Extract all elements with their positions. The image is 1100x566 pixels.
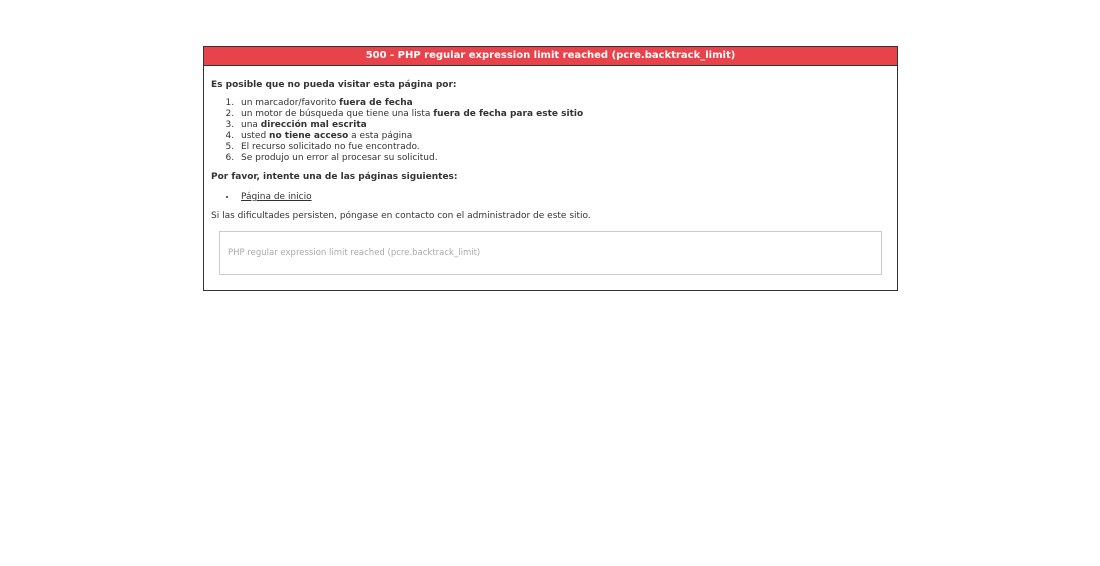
intro-text: Es posible que no pueda visitar esta página por: [211,80,457,90]
home-page-link[interactable]: Página de inicio [241,192,312,202]
persist-text: Si las dificultades persisten, póngase en contacto con el administrador de este sitio. [211,211,591,221]
reason-item: 6. Se produjo un error al procesar su solicitud. [237,153,890,164]
reason-item: 4. usted no tiene acceso a esta página [237,131,890,142]
link-item [237,192,890,203]
reason-item: 5. El recurso solicitado no fue encontrado. [237,142,890,153]
error-box [203,46,898,291]
reasons-list [211,98,890,164]
error-header: 500 - PHP regular expression limit reached (pcre.backtrack_limit) [204,47,897,66]
reason-item: 3. una dirección mal escrita [237,120,890,131]
links-list [211,192,890,203]
error-detail-box: PHP regular expression limit reached (pcre.backtrack_limit) [219,231,882,275]
reason-item: 2. un motor de búsqueda que tiene una lista fuera de fecha para este sitio [237,109,890,120]
reason-item: 1. un marcador/favorito fuera de fecha [237,98,890,109]
suggest-text: Por favor, intente una de las páginas siguientes: [211,172,458,182]
error-body [204,66,897,275]
